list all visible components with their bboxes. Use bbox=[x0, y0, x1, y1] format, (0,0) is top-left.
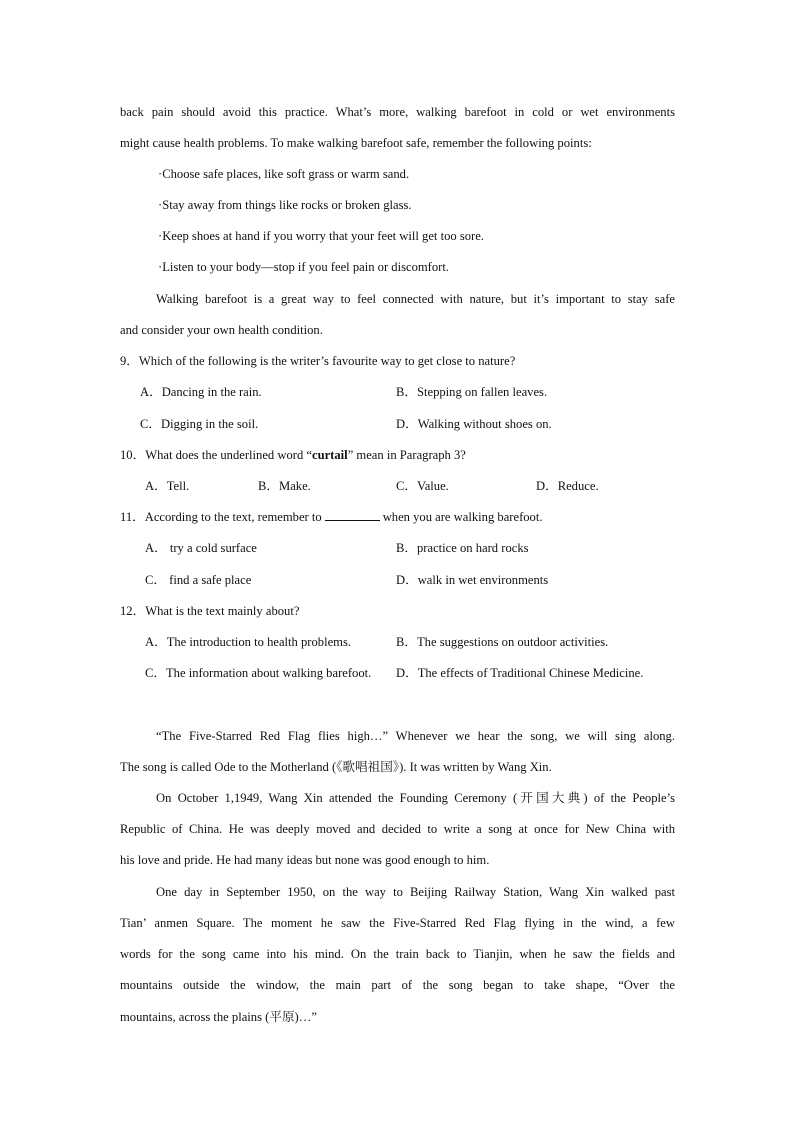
question-10-stem bbox=[120, 447, 675, 463]
question-11-option-c: C． find a safe place bbox=[145, 573, 252, 587]
question-10-stem-prefix: 10．What does the underlined word “ bbox=[120, 448, 312, 462]
question-10-option-d: D．Reduce. bbox=[536, 479, 599, 493]
passage2-line: words for the song came into his mind. On the train back to Tianjin, when he saw the fields and bbox=[120, 947, 675, 961]
question-10-stem-suffix: ” mean in Paragraph 3? bbox=[347, 448, 466, 462]
question-11-option-b: B．practice on hard rocks bbox=[396, 541, 529, 555]
question-9-option-d: D．Walking without shoes on. bbox=[396, 417, 552, 431]
passage2-line: The song is called Ode to the Motherland (《歌唱祖国》). It was written by Wang Xin. bbox=[120, 760, 552, 774]
question-12-option-b: B．The suggestions on outdoor activities. bbox=[396, 635, 609, 649]
passage2-line: Republic of China. He was deeply moved and decided to write a song at once for New China with bbox=[120, 822, 675, 836]
passage2-line: One day in September 1950, on the way to Beijing Railway Station, Wang Xin walked past bbox=[156, 885, 675, 899]
passage-line: Walking barefoot is a great way to feel connected with nature, but it’s important to stay safe bbox=[156, 292, 675, 306]
passage-line: might cause health problems. To make walking barefoot safe, remember the following points: bbox=[120, 136, 592, 150]
passage2-line: mountains, across the plains (平原)…” bbox=[120, 1010, 317, 1024]
question-12-stem: 12．What is the text mainly about? bbox=[120, 604, 300, 618]
question-11-option-d: D．walk in wet environments bbox=[396, 573, 549, 587]
tip-item: ·Choose safe places, like soft grass or warm sand. bbox=[158, 167, 410, 181]
tip-item: ·Stay away from things like rocks or broken glass. bbox=[158, 198, 412, 212]
question-11-stem-suffix: when you are walking barefoot. bbox=[382, 510, 543, 524]
passage-line: back pain should avoid this practice. What’s more, walking barefoot in cold or wet environments bbox=[120, 105, 675, 119]
question-10-option-b: B．Make. bbox=[258, 479, 311, 493]
question-11-stem-prefix: 11．According to the text, remember to bbox=[120, 510, 322, 524]
question-11-option-a: A． try a cold surface bbox=[145, 541, 257, 555]
question-12-option-d: D．The effects of Traditional Chinese Medicine. bbox=[396, 666, 644, 680]
question-10-option-a: A．Tell. bbox=[145, 479, 190, 493]
question-9-option-c: C．Digging in the soil. bbox=[140, 417, 259, 431]
question-11-stem bbox=[120, 509, 675, 525]
passage-line: and consider your own health condition. bbox=[120, 323, 323, 337]
question-12-option-a: A．The introduction to health problems. bbox=[145, 635, 352, 649]
passage2-line: mountains outside the window, the main part of the song began to take shape, “Over the bbox=[120, 978, 675, 992]
tip-item: ·Keep shoes at hand if you worry that your feet will get too sore. bbox=[158, 229, 484, 243]
question-9-stem: 9．Which of the following is the writer’s favourite way to get close to nature? bbox=[120, 354, 516, 368]
answer-blank bbox=[325, 509, 380, 521]
passage2-line: On October 1,1949, Wang Xin attended the Founding Ceremony (开国大典) of the People’s bbox=[156, 791, 675, 805]
passage2-line: “The Five-Starred Red Flag flies high…” Whenever we hear the song, we will sing along. bbox=[156, 729, 675, 743]
question-9-option-a: A．Dancing in the rain. bbox=[140, 385, 262, 399]
question-12-option-c: C．The information about walking barefoot. bbox=[145, 666, 372, 680]
question-9-option-b: B．Stepping on fallen leaves. bbox=[396, 385, 548, 399]
tip-item: ·Listen to your body—stop if you feel pain or discomfort. bbox=[158, 260, 450, 274]
underlined-keyword: curtail bbox=[312, 448, 348, 462]
question-10-option-c: C．Value. bbox=[396, 479, 449, 493]
passage2-line: his love and pride. He had many ideas but none was good enough to him. bbox=[120, 853, 490, 867]
passage2-line: Tian’ anmen Square. The moment he saw the Five-Starred Red Flag flying in the wind, a few bbox=[120, 916, 675, 930]
